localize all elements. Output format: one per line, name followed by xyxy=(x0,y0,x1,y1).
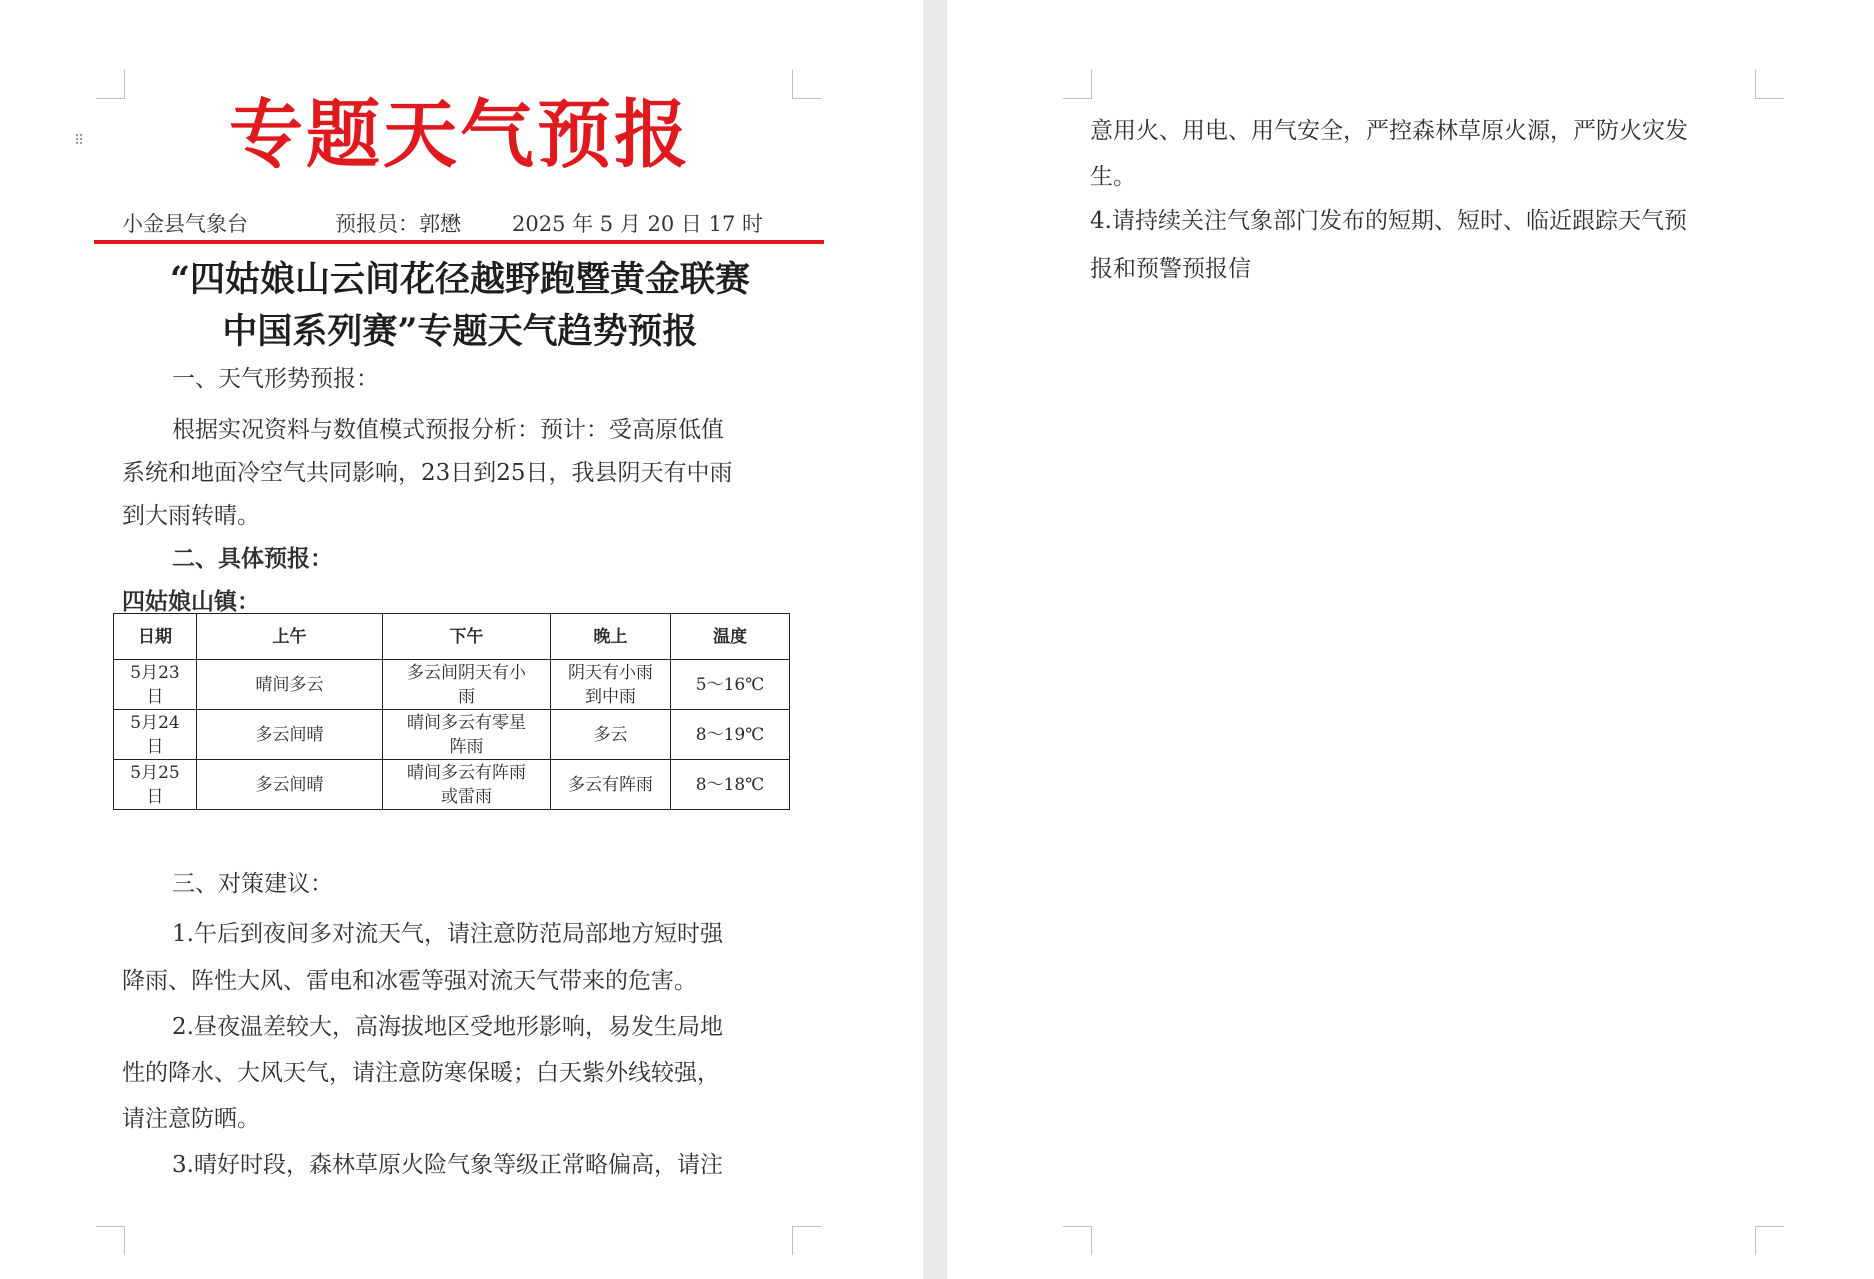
location-label: 四姑娘山镇： xyxy=(122,588,260,615)
section-3-heading: 三、对策建议： xyxy=(172,871,333,897)
body-paragraph-line: 2.昼夜温差较大，高海拔地区受地形影响，易发生局地 xyxy=(172,1014,723,1040)
crop-mark-bottom-right xyxy=(1755,1226,1784,1255)
crop-mark-top-left xyxy=(1063,70,1092,99)
body-paragraph-line: 4.请持续关注气象部门发布的短期、短时、临近跟踪天气预 xyxy=(1090,208,1687,234)
crop-mark-top-right xyxy=(1755,70,1784,99)
cell-afternoon: 多云间阴天有小 雨 xyxy=(383,660,551,710)
cell-temperature: 8～19℃ xyxy=(671,710,790,760)
issuing-office: 小金县气象台 xyxy=(122,212,248,236)
drag-handle-icon[interactable]: ⠿ xyxy=(74,133,83,149)
forecast-table xyxy=(113,613,790,810)
section-1-heading: 一、天气形势预报： xyxy=(172,366,379,392)
document-title-line-1: “四姑娘山云间花径越野跑暨黄金联赛 xyxy=(169,259,751,300)
cell-temperature: 8～18℃ xyxy=(671,760,790,810)
column-header-date: 日期 xyxy=(114,614,197,660)
forecaster-name: 预报员：郭懋 xyxy=(335,212,461,236)
body-paragraph-line: 1.午后到夜间多对流天气，请注意防范局部地方短时强 xyxy=(172,921,723,947)
crop-mark-bottom-left xyxy=(96,1226,125,1255)
cell-evening: 多云有阵雨 xyxy=(551,760,671,810)
cell-temperature: 5～16℃ xyxy=(671,660,790,710)
column-header-afternoon: 下午 xyxy=(383,614,551,660)
crop-mark-top-right xyxy=(792,70,821,99)
column-header-evening: 晚上 xyxy=(551,614,671,660)
masthead-divider xyxy=(94,240,824,244)
page-2 xyxy=(947,0,1874,1279)
cell-morning: 多云间晴 xyxy=(197,710,383,760)
body-paragraph-line: 系统和地面冷空气共同影响，23日到25日，我县阴天有中雨 xyxy=(122,460,733,486)
column-header-temperature: 温度 xyxy=(671,614,790,660)
crop-mark-bottom-left xyxy=(1063,1226,1092,1255)
table-header-row xyxy=(114,614,790,660)
cell-evening: 阴天有小雨 到中雨 xyxy=(551,660,671,710)
cell-date: 5月24 日 xyxy=(114,710,197,760)
body-paragraph-line: 到大雨转晴。 xyxy=(122,503,260,529)
body-paragraph-line: 降雨、阵性大风、雷电和冰雹等强对流天气带来的危害。 xyxy=(122,968,697,994)
body-paragraph-line: 根据实况资料与数值模式预报分析：预计：受高原低值 xyxy=(172,417,724,443)
body-paragraph-line: 意用火、用电、用气安全，严控森林草原火源，严防火灾发 xyxy=(1090,118,1688,144)
cell-morning: 多云间晴 xyxy=(197,760,383,810)
document-title-line-2: 中国系列赛”专题天气趋势预报 xyxy=(222,311,698,352)
body-paragraph-line: 生。 xyxy=(1090,164,1136,190)
issue-time: 2025 年 5 月 20 日 17 时 xyxy=(512,212,763,236)
cell-evening: 多云 xyxy=(551,710,671,760)
cell-morning: 晴间多云 xyxy=(197,660,383,710)
cell-afternoon: 晴间多云有零星 阵雨 xyxy=(383,710,551,760)
section-2-heading: 二、具体预报： xyxy=(172,545,333,572)
cell-date: 5月23 日 xyxy=(114,660,197,710)
cell-date: 5月25 日 xyxy=(114,760,197,810)
column-header-morning: 上午 xyxy=(197,614,383,660)
table-row xyxy=(114,710,790,760)
page-gutter xyxy=(923,0,947,1279)
table-row xyxy=(114,660,790,710)
table-row xyxy=(114,760,790,810)
cell-afternoon: 晴间多云有阵雨 或雷雨 xyxy=(383,760,551,810)
body-paragraph-line: 请注意防晒。 xyxy=(122,1106,260,1132)
masthead-title: 专题天气预报 xyxy=(229,92,691,178)
body-paragraph-line: 性的降水、大风天气，请注意防寒保暖；白天紫外线较强， xyxy=(122,1060,720,1086)
body-paragraph-line: 报和预警预报信 xyxy=(1090,256,1251,282)
page-1 xyxy=(0,0,923,1279)
crop-mark-top-left xyxy=(96,70,125,99)
body-paragraph-line: 3.晴好时段，森林草原火险气象等级正常略偏高，请注 xyxy=(172,1152,723,1178)
crop-mark-bottom-right xyxy=(792,1226,821,1255)
